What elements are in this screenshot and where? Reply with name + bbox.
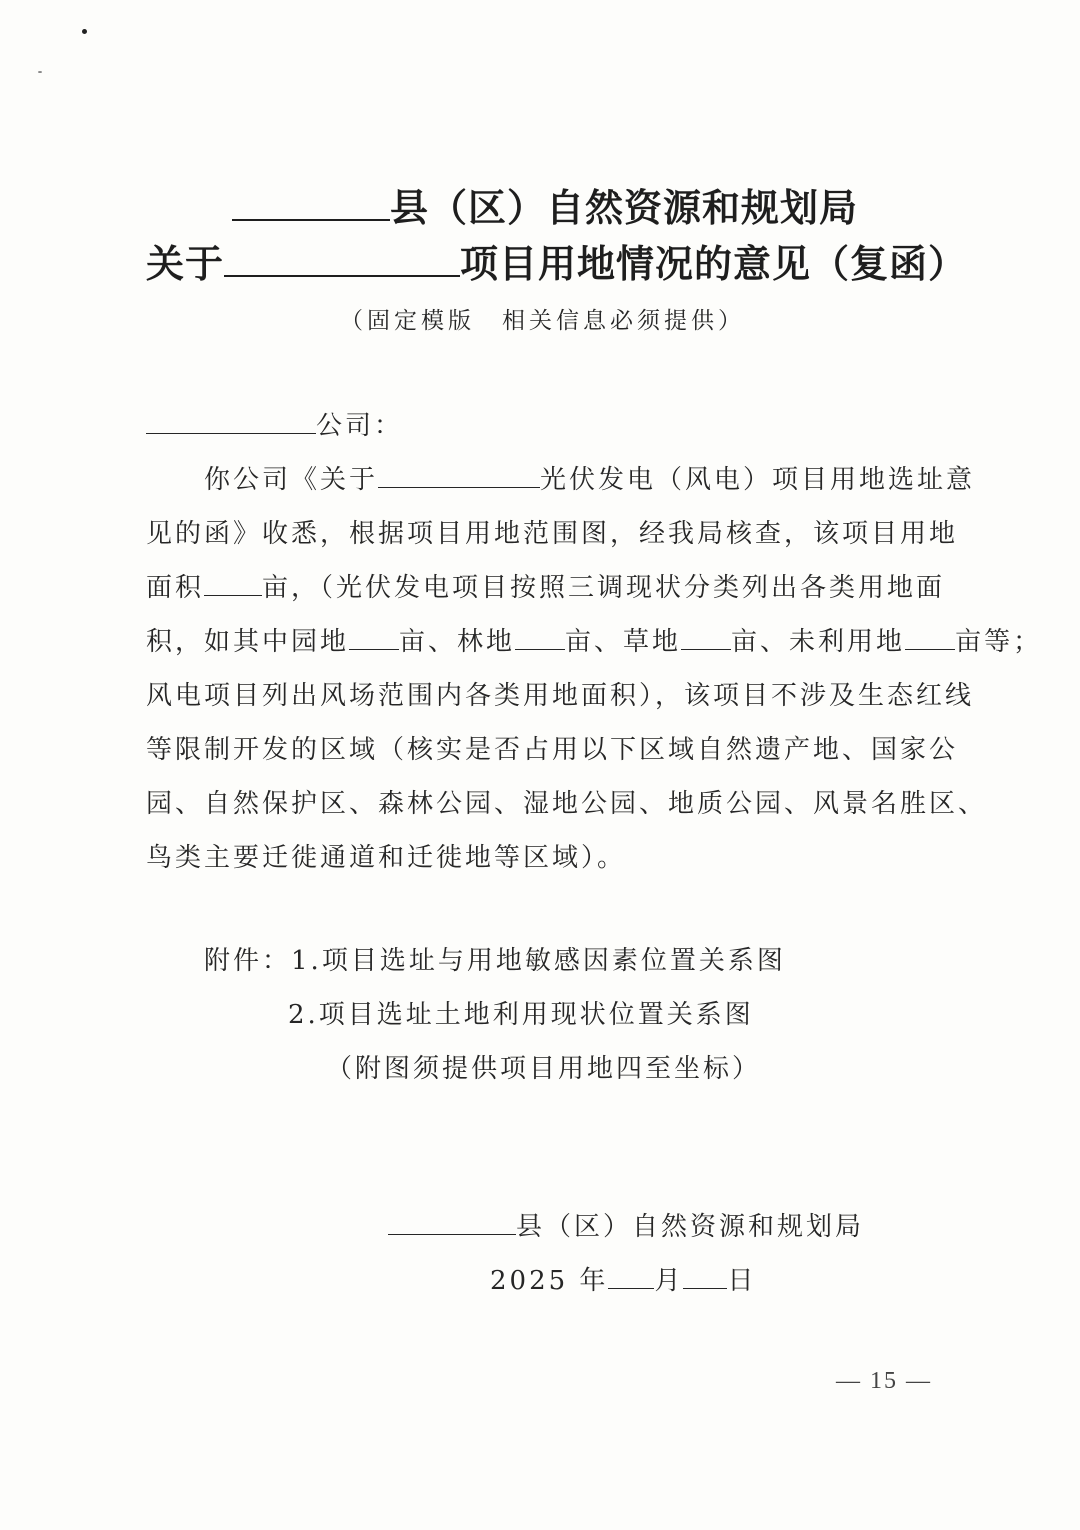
paragraph-text: 亩，（光伏发电项目按照三调现状分类列出各类用地面: [262, 573, 946, 603]
signature-org: [388, 1209, 864, 1245]
page-number: — 15 —: [836, 1368, 932, 1394]
attachment-note: [326, 1051, 761, 1087]
paragraph-line-5: [146, 678, 974, 714]
title-line-1: [232, 184, 858, 232]
area-total-blank: [204, 594, 262, 596]
paragraph-text: 鸟类主要迁徙通道和迁徙地等区域）。: [146, 843, 627, 873]
paragraph-text: 面积: [146, 573, 205, 603]
attachment-item-1-text: 1.项目选址与用地敏感因素位置关系图: [291, 946, 786, 976]
salutation: [146, 408, 403, 444]
paragraph-text: 园、自然保护区、森林公园、湿地公园、地质公园、风景名胜区、: [146, 789, 988, 819]
subtitle: （固定模版 相关信息必须提供）: [340, 308, 745, 334]
title-line-1-text: 县（区）自然资源和规划局: [390, 185, 859, 230]
date-month-blank: [608, 1287, 654, 1289]
attachment-item-2: [288, 997, 754, 1033]
attachment-label: 附件：: [204, 946, 292, 976]
date-year: 2025 年: [490, 1266, 609, 1296]
date-day: 日: [727, 1266, 757, 1296]
paragraph-line-3: [146, 570, 945, 606]
paragraph-text: 你公司《关于: [204, 465, 379, 495]
paragraph-text: 风电项目列出风场范围内各类用地面积），该项目不涉及生态红线: [146, 681, 975, 711]
garden-land-blank: [349, 648, 399, 650]
attachment-item-1: [204, 943, 786, 979]
scan-speck: [82, 29, 87, 34]
attachment-note-text: （附图须提供项目用地四至坐标）: [326, 1054, 762, 1084]
scan-speck: [38, 71, 42, 73]
forest-land-blank: [515, 648, 565, 650]
title-line-2-suffix: 项目用地情况的意见（复函）: [460, 241, 968, 286]
paragraph-text: 积，如其中园地: [146, 627, 350, 657]
paragraph-text: 等限制开发的区域（核实是否占用以下区域自然遗产地、国家公: [146, 735, 959, 765]
paragraph-text: 亩、未利用地: [731, 627, 906, 657]
paragraph-text: 见的函》收悉，根据项目用地范围图，经我局核查，该项目用地: [146, 519, 959, 549]
paragraph-text: 亩等；: [955, 627, 1043, 657]
attachment-item-2-text: 2.项目选址土地利用现状位置关系图: [288, 1000, 754, 1030]
paragraph-line-1: [204, 462, 975, 498]
paragraph-text: 亩、林地: [399, 627, 516, 657]
project-name-blank: [378, 486, 540, 488]
company-blank: [146, 432, 316, 434]
signature-date: [490, 1263, 756, 1299]
paragraph-line-4: [146, 624, 1042, 660]
title-county-blank: [232, 218, 390, 221]
paragraph-line-2: [146, 516, 958, 552]
salutation-text: 公司：: [316, 411, 404, 441]
paragraph-text: 光伏发电（风电）项目用地选址意: [540, 465, 976, 495]
signature-county-blank: [388, 1233, 516, 1235]
title-line-2: [146, 240, 967, 288]
date-day-blank: [683, 1287, 727, 1289]
paragraph-line-8: [146, 840, 626, 876]
paragraph-line-7: [146, 786, 987, 822]
signature-org-text: 县（区）自然资源和规划局: [516, 1212, 865, 1242]
title-project-blank: [224, 274, 460, 277]
date-month: 月: [654, 1266, 684, 1296]
unused-land-blank: [905, 648, 955, 650]
grassland-blank: [681, 648, 731, 650]
paragraph-line-6: [146, 732, 958, 768]
paragraph-text: 亩、草地: [565, 627, 682, 657]
title-line-2-prefix: 关于: [146, 241, 225, 286]
